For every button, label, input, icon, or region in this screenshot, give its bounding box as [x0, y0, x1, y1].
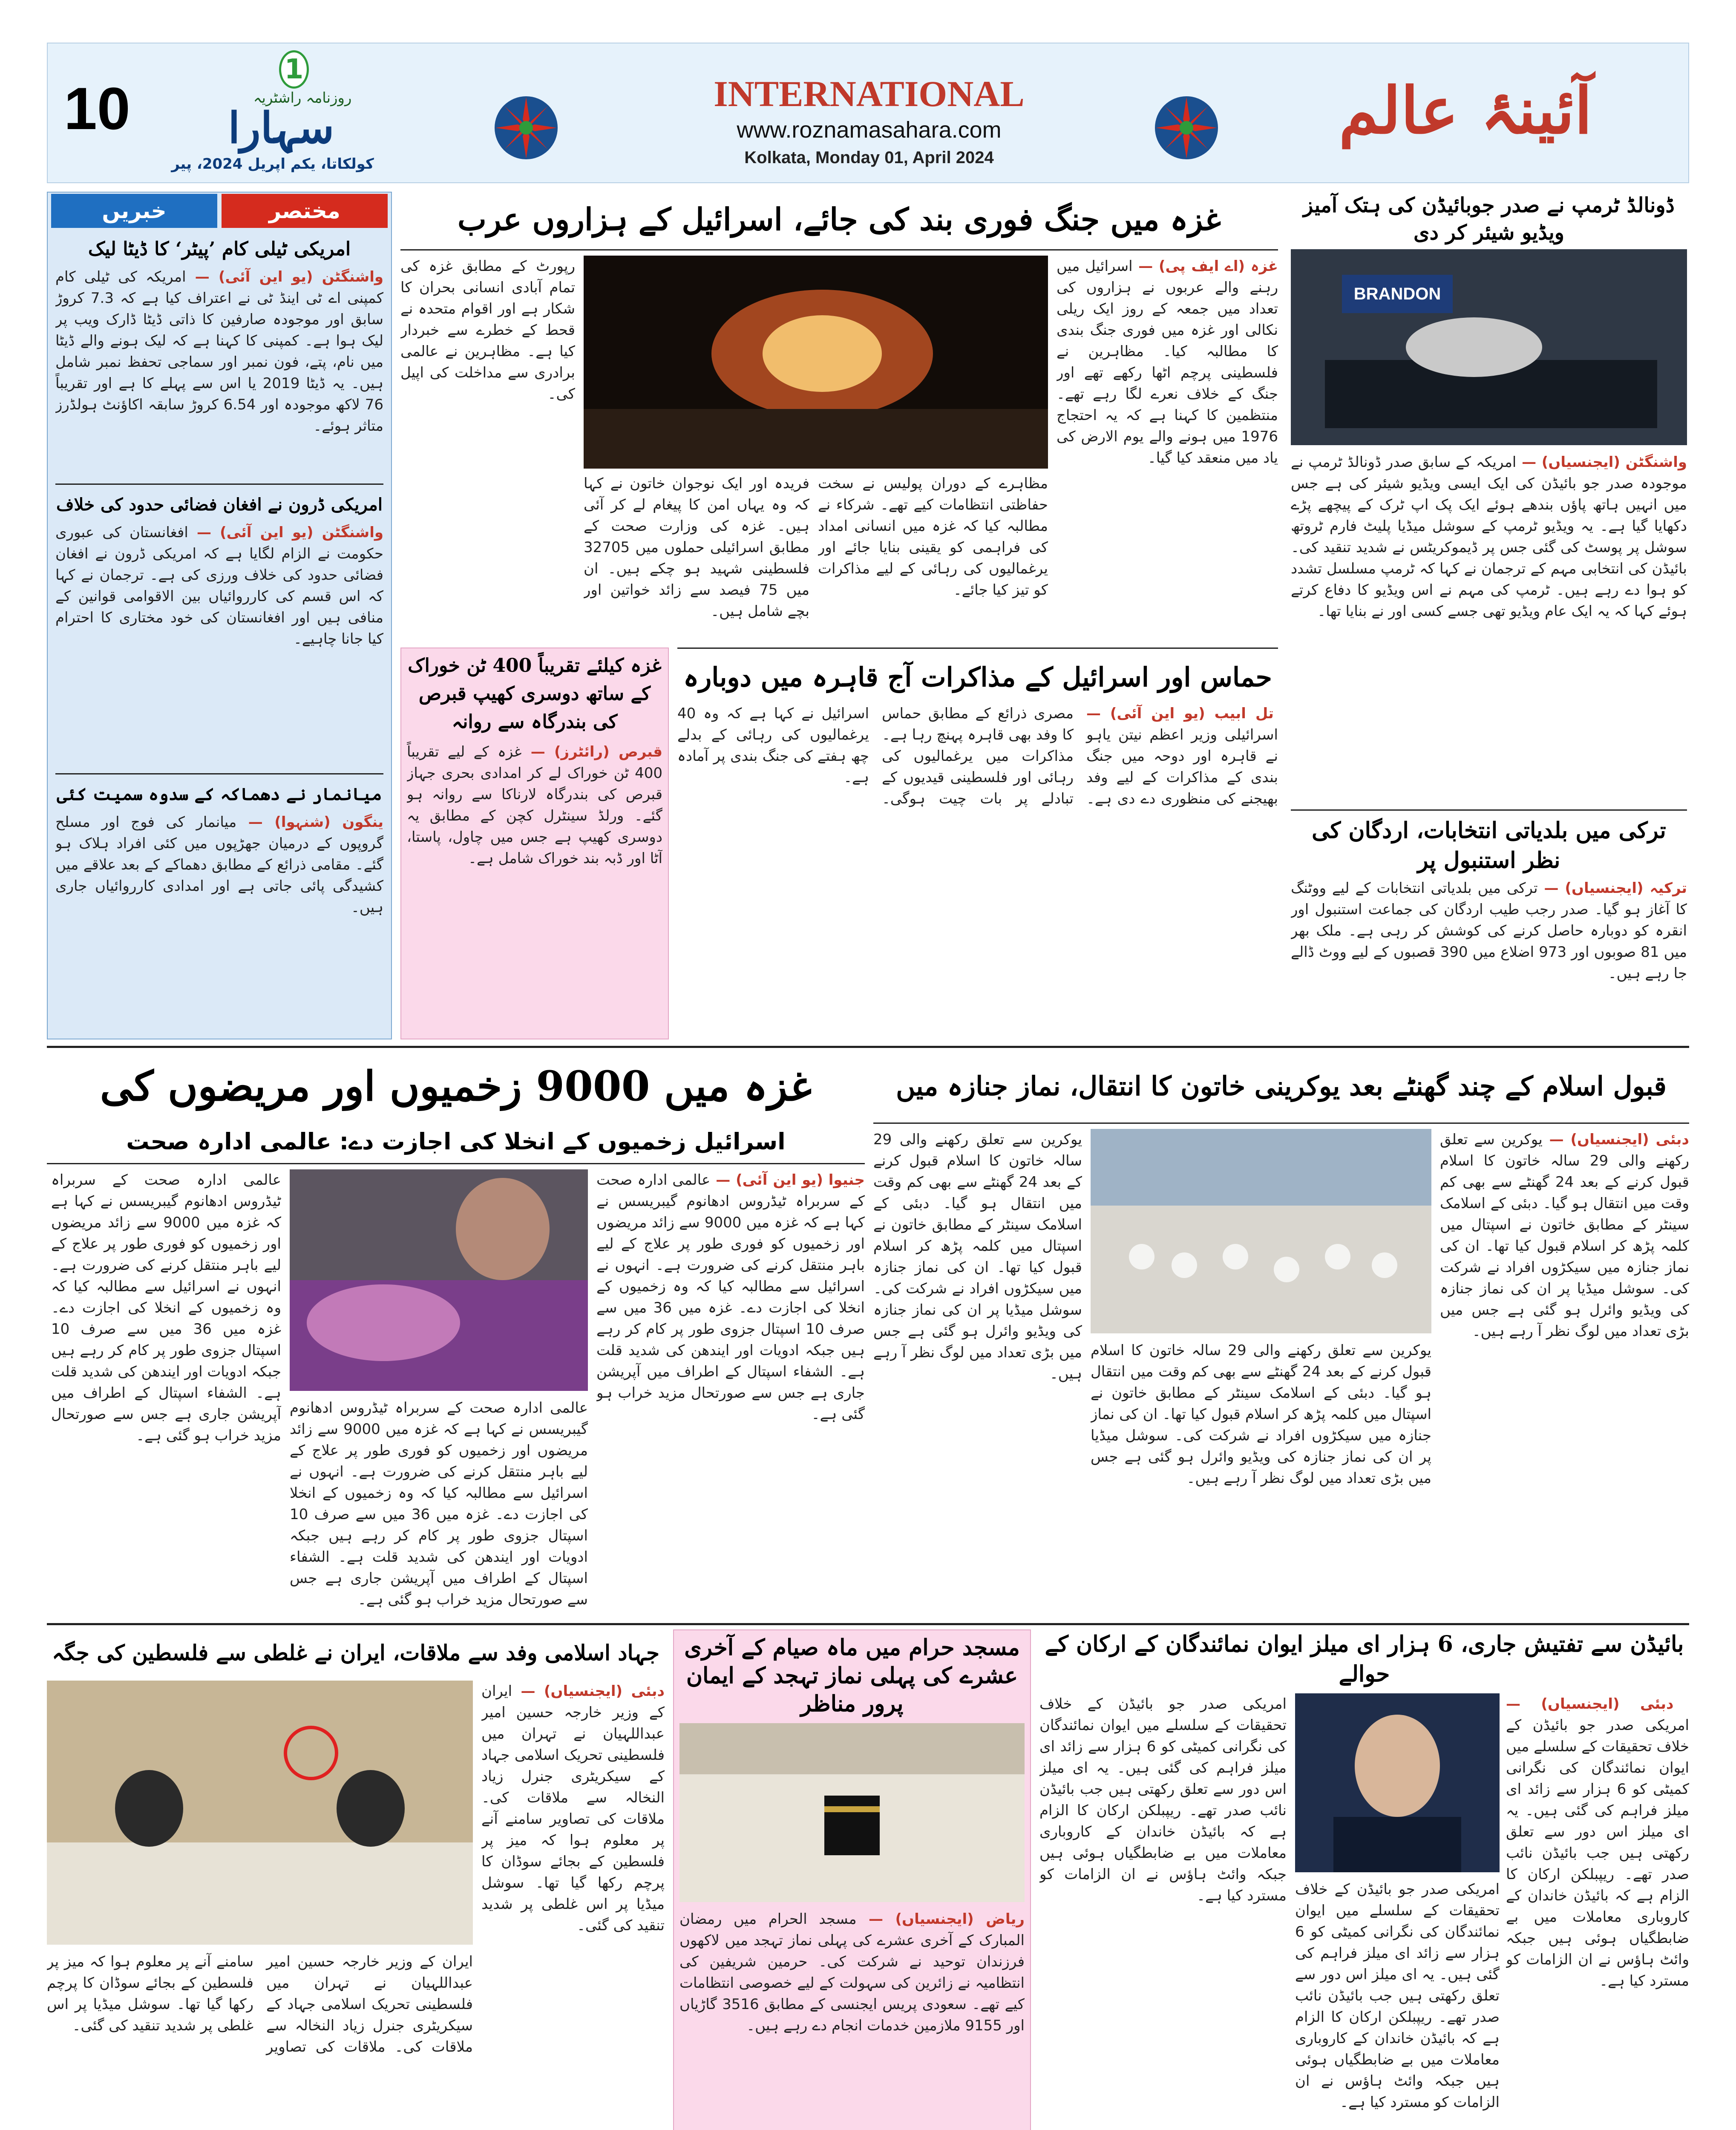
divider	[873, 1123, 1689, 1124]
iran-text: ایران کے وزیر خارجہ حسین امیر عبداللہیان نے تہران میں فلسطینی تحریک اسلامی جہاد کے سیکریٹری جنرل زیاد النخالہ سے ملاقات کی۔ ملاقات کی تصاویر سامنے آنے پر معلوم ہوا کہ میز پر فلسطین کے بجائے سوڈان کا پرچم رکھا گیا تھا۔ سوشل میڈیا پر اس غلطی پر شدید تنقید کی گئی۔	[481, 1683, 665, 1934]
wounded-byline: جنیوا (یو این آئی) —	[710, 1172, 865, 1189]
convert-col-3	[873, 1129, 1082, 1617]
iran-byline: دبئی (ایجنسیاں) —	[512, 1683, 665, 1700]
biden-col-2	[1295, 1879, 1500, 2130]
wounded-text-cont: عالمی ادارہ صحت کے سربراہ ٹیڈروس ادھانوم گیبریسس نے کہا ہے کہ غزہ میں 9000 سے زائد مریضوں اور زخمیوں کو فوری طور پر علاج کے لیے باہر منتقل کرنے کی ضرورت ہے۔ انہوں نے اسرائیل سے مطالبہ کیا کہ وہ زخمیوں کے انخلا کی اجازت دے۔ غزہ میں 36 میں سے صرف 10 اسپتال جزوی طور پر کام کر رہے ہیں جبکہ ادویات اور ایندھن کی شدید قلت ہے۔ الشفاء اسپتال کے اطراف میں آپریشن جاری ہے جس سے صورتحال مزید خراب ہو گئی ہے۔	[51, 1172, 281, 1444]
biden-byline: دبئی (ایجنسیاں) —	[1506, 1695, 1674, 1713]
wounded-text: عالمی ادارہ صحت کے سربراہ ٹیڈروس ادھانوم گیبریسس نے کہا ہے کہ غزہ میں 9000 سے زائد مریضوں اور زخمیوں کو فوری طور پر علاج کے لیے باہر منتقل کرنے کی ضرورت ہے۔ انہوں نے اسرائیل سے مطالبہ کیا کہ وہ زخمیوں کے انخلا کی اجازت دے۔ غزہ میں 36 میں سے صرف 10 اسپتال جزوی طور پر کام کر رہے ہیں جبکہ ادویات اور ایندھن کی شدید قلت ہے۔ الشفاء اسپتال کے اطراف میں آپریشن جاری ہے جس سے صورتحال مزید خراب ہو گئی ہے۔	[596, 1172, 865, 1423]
iran-body	[481, 1681, 665, 2130]
lead-col-1	[1057, 256, 1278, 639]
convert-text: یوکرین سے تعلق رکھنے والی 29 سالہ خاتون کا اسلام قبول کرنے کے بعد 24 گھنٹے سے بھی کم وقت میں انتقال ہو گیا۔ دبئی کے اسلامک سینٹر کے مطابق خاتون نے اسپتال میں کلمہ پڑھ کر اسلام قبول کیا تھا۔ ان کی نماز جنازہ میں سیکڑوں افراد نے شرکت کی۔ سوشل میڈیا پر ان کی نماز جنازہ کی ویڈیو وائرل ہو گئی ہے جس میں بڑی تعداد میں لوگ نظر آ رہے ہیں۔	[1440, 1131, 1689, 1340]
divider	[400, 249, 1278, 250]
right-emblem-icon	[1152, 94, 1221, 162]
rally-photo	[584, 256, 1048, 469]
divider	[677, 648, 1278, 649]
lead-text-4: رپورٹ کے مطابق غزہ کی تمام آبادی انسانی بحران کا شکار ہے اور اقوام متحدہ نے قحط کے خطرے سے خبردار کیا ہے۔ مظاہرین نے عالمی برادری سے مداخلت کی اپیل کی۔	[400, 258, 575, 403]
convert-headline: قبول اسلام کے چند گھنٹے بعد یوکرینی خاتون کا انتقال، نماز جنازہ میں	[896, 1071, 1667, 1102]
turkey-body	[1291, 878, 1687, 1039]
aid-text: غزہ کے لیے تقریباً 400 ٹن خوراک لے کر امدادی بحری جہاز قبرص کی بندرگاہ لارناکا سے روانہ ہو گئے۔ ورلڈ سینٹرل کچن کے مطابق یہ دوسری کھیپ ہے جس میں چاول، پاستا، آٹا اور ڈبہ بند خوراک شامل ہے۔	[407, 743, 662, 867]
convert-text-2: یوکرین سے تعلق رکھنے والی 29 سالہ خاتون کا اسلام قبول کرنے کے بعد 24 گھنٹے سے بھی کم وقت میں انتقال ہو گیا۔ دبئی کے اسلامک سینٹر کے مطابق خاتون نے اسپتال میں کلمہ پڑھ کر اسلام قبول کیا تھا۔ ان کی نماز جنازہ میں سیکڑوں افراد نے شرکت کی۔ سوشل میڈیا پر ان کی نماز جنازہ کی ویڈیو وائرل ہو گئی ہے جس میں بڑی تعداد میں لوگ نظر آ رہے ہیں۔	[1091, 1342, 1431, 1487]
wounded-col-mid	[290, 1397, 588, 1617]
convert-text-3: یوکرین سے تعلق رکھنے والی 29 سالہ خاتون کا اسلام قبول کرنے کے بعد 24 گھنٹے سے بھی کم وقت میں انتقال ہو گیا۔ دبئی کے اسلامک سینٹر کے مطابق خاتون نے اسپتال میں کلمہ پڑھ کر اسلام قبول کیا تھا۔ ان کی نماز جنازہ میں سیکڑوں افراد نے شرکت کی۔ سوشل میڈیا پر ان کی نماز جنازہ کی ویڈیو وائرل ہو گئی ہے جس میں بڑی تعداد میں لوگ نظر آ رہے ہیں۔	[873, 1131, 1082, 1382]
convert-col-2	[1091, 1340, 1431, 1617]
biden-col-3	[1039, 1693, 1287, 2130]
brief-body-2	[55, 522, 383, 769]
paper-tag: روزنامہ راشٹریہ	[253, 89, 352, 106]
biden-headline: بائیڈن سے تفتیش جاری، 6 ہزار ای میلز ایوان نمائندگان کے ارکان کے حوالے	[1045, 1631, 1684, 1687]
turkey-text: ترکی میں بلدیاتی انتخابات کے لیے ووٹنگ کا آغاز ہو گیا۔ صدر رجب طیب اردگان کی جماعت استنبول اور انقرہ کو دوبارہ حاصل کرنے کی کوشش کر رہی ہے۔ ملک بھر میں 81 صوبوں اور 973 اضلاع میں 390 قصبوں کے لیے ووٹ ڈالے جا رہے ہیں۔	[1291, 880, 1687, 982]
wounded-headline: غزہ میں 9000 زخمیوں اور مریضوں کی	[100, 1062, 812, 1110]
wounded-col-right	[596, 1169, 865, 1617]
wounded-col-left	[51, 1169, 281, 1617]
divider	[47, 1163, 865, 1164]
biden-text-2: امریکی صدر جو بائیڈن کے خلاف تحقیقات کے سلسلے میں ایوان نمائندگان کی نگرانی کمیٹی کو 6 ہزار سے زائد ای میلز فراہم کی گئی ہیں۔ یہ ای میلز اس دور سے تعلق رکھتی ہیں جب بائیڈن نائب صدر تھے۔ ریپبلکن ارکان کا الزام ہے کہ بائیڈن خاندان کے کاروباری معاملات میں بے ضابطگیاں ہوئی ہیں جبکہ وائٹ ہاؤس نے ان الزامات کو مسترد کیا ہے۔	[1295, 1881, 1500, 2111]
wounded-photo	[290, 1169, 588, 1391]
trump-byline: واشنگٹن (ایجنسیاں) —	[1516, 454, 1687, 471]
brief-text-1: امریکہ کی ٹیلی کام کمپنی اے ٹی اینڈ ٹی نے اعتراف کیا ہے کہ 7.3 کروڑ سابق اور موجودہ صارفین کا ذاتی ڈیٹا ڈارک ویب پر لیک ہوا ہے۔ کمپنی کا کہنا ہے کہ لیک ہونے والے ڈیٹا میں نام، پتے، فون نمبر اور سماجی تحفظ نمبر شامل ہیں۔ یہ ڈیٹا 2019 یا اس سے پہلے کا ہے اور تقریباً 76 لاکھ موجودہ اور 6.54 کروڑ سابقہ اکاؤنٹ ہولڈرز متاثر ہوئے۔	[55, 268, 383, 435]
section-title-ur: آئینۂ عالم	[1339, 73, 1592, 148]
convert-byline: دبئی (ایجنسیاں) —	[1542, 1131, 1689, 1148]
brief-tab-right: مختصر	[222, 194, 388, 228]
website[interactable]: www.roznamasahara.com	[737, 117, 1002, 143]
haram-byline: ریاض (ایجنسیاں) —	[856, 1911, 1025, 1928]
iran-photo	[47, 1681, 473, 1945]
dateline: Kolkata, Monday 01, April 2024	[744, 148, 994, 167]
iran-col-2	[47, 1951, 473, 2130]
iran-text-2: ایران کے وزیر خارجہ حسین امیر عبداللہیان نے تہران میں فلسطینی تحریک اسلامی جہاد کے سیکریٹری جنرل زیاد النخالہ سے ملاقات کی۔ ملاقات کی تصاویر سامنے آنے پر معلوم ہوا کہ میز پر فلسطین کے بجائے سوڈان کا پرچم رکھا گیا تھا۔ سوشل میڈیا پر اس غلطی پر شدید تنقید کی گئی۔	[47, 1953, 473, 2055]
left-emblem-icon	[492, 94, 560, 162]
hamas-byline: تل ابیب (یو این آئی) —	[1086, 705, 1274, 722]
lead-text-1: اسرائیل میں رہنے والے عربوں نے ہزاروں کی تعداد میں جمعہ کے روز ایک ریلی نکالی اور غزہ میں فوری جنگ بندی کا مطالبہ کیا۔ مظاہرین نے فلسطینی پرچم اٹھا رکھے تھے اور جنگ کے خلاف نعرے لگا رہے تھے۔ منتظمین کا کہنا ہے کہ یہ احتجاج 1976 میں ہونے والے یوم الارض کی یاد میں منعقد کیا گیا۔	[1057, 258, 1278, 466]
paper-logo: سہارا	[228, 103, 334, 153]
brief-headline-1: امریکی ٹیلی کام ’پیٹر‘ کا ڈیٹا لیک	[88, 238, 351, 260]
lead-headline: غزہ میں جنگ فوری بند کی جائے، اسرائیل کے ہزاروں عرب	[457, 201, 1221, 237]
brief-byline-3: ینگون (شنہوا) —	[236, 814, 383, 831]
biden-text-3: امریکی صدر جو بائیڈن کے خلاف تحقیقات کے سلسلے میں ایوان نمائندگان کی نگرانی کمیٹی کو 6 ہزار سے زائد ای میلز فراہم کی گئی ہیں۔ یہ ای میلز اس دور سے تعلق رکھتی ہیں جب بائیڈن نائب صدر تھے۔ ریپبلکن ارکان کا الزام ہے کہ بائیڈن خاندان کے کاروباری معاملات میں بے ضابطگیاں ہوئی ہیں جبکہ وائٹ ہاؤس نے ان الزامات کو مسترد کیا ہے۔	[1039, 1695, 1287, 1904]
page-number: 10	[64, 75, 130, 142]
section-divider	[47, 1046, 1689, 1048]
biden-body	[1506, 1693, 1689, 2130]
hamas-text: اسرائیلی وزیر اعظم نیتن یاہو نے قاہرہ اور دوحہ میں جنگ بندی کے مذاکرات کے لیے وفد بھیجنے کی منظوری دے دی ہے۔ مصری ذرائع کے مطابق حماس کا وفد بھی قاہرہ پہنچ رہا ہے۔ مذاکرات میں یرغمالیوں کی رہائی اور فلسطینی قیدیوں کے تبادلے پر بات چیت ہوگی۔ اسرائیل نے کہا ہے کہ وہ 40 یرغمالیوں کی رہائی کے بدلے چھ ہفتے کی جنگ بندی پر آمادہ ہے۔	[677, 705, 1278, 807]
section-divider	[47, 1623, 1689, 1625]
aid-headline: غزہ کیلئے تقریباً 400 ٹن خوراک کے ساتھ دوسری کھیپ قبرص کی بندرگاہ سے روانہ	[408, 655, 662, 733]
aid-body	[407, 741, 662, 1035]
brief-byline-2: واشنگٹن (یو این آئی) —	[188, 524, 383, 541]
trump-text: امریکہ کے سابق صدر ڈونالڈ ٹرمپ نے موجودہ صدر جو بائیڈن کی ایک ایسی ویڈیو شیئر کی ہے جس میں انہیں ہاتھ پاؤں بندھے ہوئے ایک پک اپ ٹرک کے پیچھے پڑے دکھایا گیا ہے۔ یہ ویڈیو ٹرمپ کے سوشل میڈیا پلیٹ فارم ٹروتھ سوشل پر پوسٹ کی گئی جس پر ڈیموکریٹس نے شدید تنقید کی۔ بائیڈن کی انتخابی مہم کے ترجمان نے کہا کہ ٹرمپ مسلسل تشدد کو ہوا دے رہے ہیں۔ ٹرمپ کی مہم نے اس ویڈیو کا دفاع کرتے ہوئے کہا کہ یہ ایک عام ویڈیو تھی جسے کسی اور نے بنایا تھا۔	[1291, 454, 1687, 620]
lead-byline: غزہ (اے ایف پی) —	[1132, 258, 1278, 275]
badge-number: 1	[279, 50, 309, 89]
kaaba-photo	[679, 1723, 1025, 1902]
brief-body-1	[55, 266, 383, 479]
edition-line: کولکاتا، یکم اپریل 2024، پیر	[171, 155, 374, 173]
hamas-body	[677, 703, 1278, 1039]
lead-col-3	[584, 473, 809, 639]
lead-col-2	[818, 473, 1048, 639]
divider	[1291, 809, 1687, 811]
lead-text-3: فریدہ اور ایک نوجوان خاتون نے کہا کہ وہ یہاں امن کا پیغام لے کر آئی ہیں۔ غزہ کی وزارت صحت کے مطابق اسرائیلی حملوں میں 32705 فلسطینی شہید ہو چکے ہیں۔ ان میں 75 فیصد سے زائد خواتین اور بچے شامل ہیں۔	[584, 475, 809, 620]
section-title-en: INTERNATIONAL	[714, 73, 1025, 114]
divider	[55, 484, 383, 485]
convert-body	[1440, 1129, 1689, 1617]
iran-headline: جہاد اسلامی وفد سے ملاقات، ایران نے غلطی سے فلسطین کی جگہ	[52, 1640, 660, 1665]
brief-text-2: افغانستان کی عبوری حکومت نے الزام لگایا ہے کہ امریکی ڈرون نے افغان فضائی حدود کی خلاف ورزی کی ہے۔ ترجمان نے کہا کہ اس قسم کی کارروائیاں بین الاقوامی قوانین کے منافی ہیں اور افغانستان کی خود مختاری کا احترام کیا جانا چاہیے۔	[55, 524, 383, 648]
trump-body	[1291, 452, 1687, 805]
wounded-text-cont-2: عالمی ادارہ صحت کے سربراہ ٹیڈروس ادھانوم گیبریسس نے کہا ہے کہ غزہ میں 9000 سے زائد مریضوں اور زخمیوں کو فوری طور پر علاج کے لیے باہر منتقل کرنے کی ضرورت ہے۔ انہوں نے اسرائیل سے مطالبہ کیا کہ وہ زخمیوں کے انخلا کی اجازت دے۔ غزہ میں 36 میں سے صرف 10 اسپتال جزوی طور پر کام کر رہے ہیں جبکہ ادویات اور ایندھن کی شدید قلت ہے۔ الشفاء اسپتال کے اطراف میں آپریشن جاری ہے جس سے صورتحال مزید خراب ہو گئی ہے۔	[290, 1399, 588, 1608]
brief-body-3	[55, 812, 383, 1033]
haram-text: مسجد الحرام میں رمضان المبارک کے آخری عشرے کی پہلی نماز تہجد میں لاکھوں فرزندان توحید نے شرکت کی۔ حرمین شریفین کی انتظامیہ نے زائرین کی سہولت کے لیے خصوصی انتظامات کیے تھے۔ سعودی پریس ایجنسی کے مطابق 3516 گاڑیاں اور 9155 ملازمین خدمات انجام دے رہے ہیں۔	[679, 1911, 1025, 2034]
divider	[55, 773, 383, 774]
funeral-photo	[1091, 1129, 1431, 1333]
brief-text-3: میانمار کی فوج اور مسلح گروپوں کے درمیان جھڑپوں میں کئی افراد ہلاک ہو گئے۔ مقامی ذرائع کے مطابق دھماکے کے بعد علاقے میں کشیدگی پائی جاتی ہے اور امدادی کارروائیاں جاری ہیں۔	[55, 814, 383, 916]
biden-text: امریکی صدر جو بائیڈن کے خلاف تحقیقات کے سلسلے میں ایوان نمائندگان کی نگرانی کمیٹی کو 6 ہزار سے زائد ای میلز فراہم کی گئی ہیں۔ یہ ای میلز اس دور سے تعلق رکھتی ہیں جب بائیڈن نائب صدر تھے۔ ریپبلکن ارکان کا الزام ہے کہ بائیڈن خاندان کے کاروباری معاملات میں بے ضابطگیاں ہوئی ہیں جبکہ وائٹ ہاؤس نے ان الزامات کو مسترد کیا ہے۔	[1506, 1717, 1689, 1989]
trump-headline: ڈونالڈ ٹرمپ نے صدر جوبائیڈن کی ہتک آمیز ویڈیو شیئر کر دی	[1303, 193, 1675, 245]
trump-photo-sign: BRANDON	[1353, 285, 1441, 303]
trump-photo	[1291, 249, 1687, 445]
haram-body	[679, 1908, 1025, 2130]
brief-headline-2: امریکی ڈرون نے افغان فضائی حدود کی خلاف	[56, 495, 383, 515]
turkey-headline: ترکی میں بلدیاتی انتخابات، اردگان کی نظر استنبول پر	[1312, 817, 1666, 873]
brief-byline-1: واشنگٹن (یو این آئی) —	[186, 268, 383, 285]
brief-tab-left: خبریں	[51, 194, 217, 228]
aid-byline: قبرص (رائٹرز) —	[521, 743, 662, 760]
turkey-byline: ترکیہ (ایجنسیاں) —	[1537, 880, 1687, 897]
hamas-headline: حماس اور اسرائیل کے مذاکرات آج قاہرہ میں دوبارہ	[683, 662, 1272, 693]
biden-photo	[1295, 1693, 1500, 1872]
lead-text-2: مظاہرے کے دوران پولیس نے سخت حفاظتی انتظامات کیے تھے۔ شرکاء نے مطالبہ کیا کہ غزہ میں انسانی امداد کی فراہمی کو یقینی بنایا جائے اور یرغمالیوں کی رہائی کے لیے مذاکرات کو تیز کیا جائے۔	[818, 475, 1048, 599]
lead-col-4	[400, 256, 575, 639]
wounded-subhead: اسرائیل زخمیوں کے انخلا کی اجازت دے: عالمی ادارہ صحت	[126, 1128, 786, 1155]
haram-headline: مسجد حرام میں ماہ صیام کے آخری عشرے کی پہلی نماز تہجد کے ایمان پرور مناظر	[684, 1635, 1020, 1717]
brief-headline-3: میانمار نے دھماکہ کے سدوہ سمیت کئی	[57, 784, 382, 804]
